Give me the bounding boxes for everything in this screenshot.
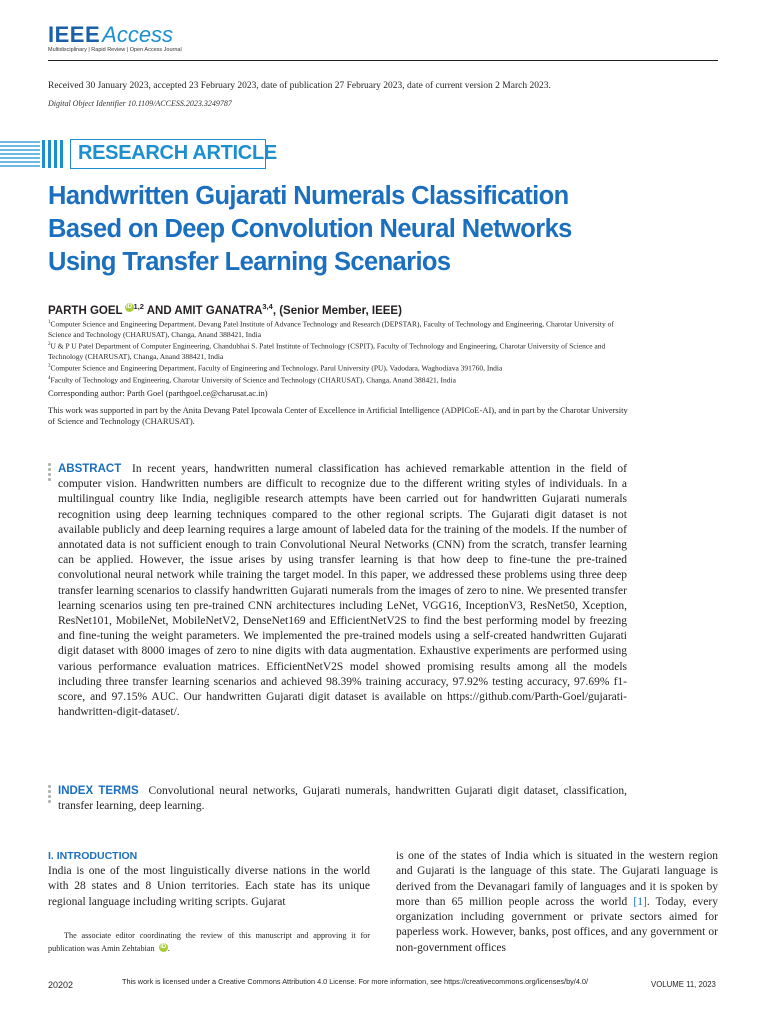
affiliation-marker: 1,2 bbox=[133, 302, 144, 311]
index-terms-text: Convolutional neural networks, Gujarati numerals, handwritten Gujarati digit dataset, classification, transfer learning, deep learning. bbox=[58, 785, 627, 813]
page-number: 20202 bbox=[48, 980, 74, 990]
author-connector: AND AMIT GANATRA bbox=[143, 304, 263, 317]
editor-footnote: The associate editor coordinating the review of this manuscript and approving it for publication was Amin Zehtabian iD . bbox=[48, 931, 370, 953]
index-terms-dots-icon bbox=[48, 785, 52, 805]
affiliation-item: $^4$Faculty of Technology and Engineering, Charotar University of Science and Technology (CHARUSAT), Changa, Anand 388421, India bbox=[48, 375, 456, 385]
publication-dates: Received 30 January 2023, accepted 23 February 2023, date of publication 27 February 2023, date of current version 2 March 2023. bbox=[48, 81, 551, 91]
title-line: Using Transfer Learning Scenarios bbox=[48, 248, 451, 276]
orcid-icon[interactable]: iD bbox=[160, 944, 167, 950]
abstract bbox=[58, 462, 627, 720]
volume-label: VOLUME 11, 2023 bbox=[651, 980, 716, 989]
corresponding-author: Corresponding author: Parth Goel (parthgoel.ce@charusat.ac.in) bbox=[48, 388, 268, 398]
body-column-left: India is one of the most linguistically diverse nations in the world with 28 states and 8 Union territories. Each state has its unique regional language including writing scripts. Gujarat bbox=[48, 865, 370, 908]
affiliation-item: $^1$Computer Science and Engineering Department, Devang Patel Institute of Advance Technology and Research (DEPSTAR), Faculty of Technology and Engineering, Charotar University of Science and Technology (CHARUSAT), Changa, Anand 388421, India bbox=[48, 319, 614, 339]
section-heading: I. INTRODUCTION bbox=[48, 850, 138, 862]
header-divider bbox=[48, 60, 718, 61]
banner-stripes-icon bbox=[0, 138, 68, 170]
affiliations bbox=[48, 318, 628, 386]
abstract-heading: ABSTRACT bbox=[58, 463, 122, 475]
journal-logo bbox=[48, 22, 173, 48]
citation-link[interactable]: [1] bbox=[633, 895, 647, 908]
journal-tagline: Multidisciplinary | Rapid Review | Open Access Journal bbox=[48, 47, 182, 53]
affiliation-item: $^2$U & P U Patel Department of Computer Engineering, Chandubhai S. Patel Institute of Technology (CSPIT), Faculty of Technology and Engineering, Charotar University of Science and Technology (CHARUSAT), Changa, Anand 388421, India bbox=[48, 341, 606, 361]
article-type-label: RESEARCH ARTICLE bbox=[78, 142, 277, 164]
orcid-icon[interactable]: iD bbox=[126, 304, 133, 310]
title-line: Handwritten Gujarati Numerals Classification bbox=[48, 182, 569, 210]
funding-note: This work was supported in part by the Anita Devang Patel Ipcowala Center of Excellence in Artificial Intelligence (ADPICoE-AI), and in part by the Charotar University of Science and Technology (CHARUSAT). bbox=[48, 405, 628, 426]
body-column-right: is one of the states of India which is situated in the western region and Gujarati is the language of this state. The Gujarati language is derived from the Devanagari family of languages and it is spoken by more than 65 million people across the world [1]. Today, every organization including government or private sectors aimed for paperless work. However, banks, post offices, and any government or non-government offices bbox=[396, 850, 718, 954]
doi: Digital Object Identifier 10.1109/ACCESS.2023.3249787 bbox=[48, 99, 232, 108]
title-line: Based on Deep Convolution Neural Networks bbox=[48, 215, 572, 243]
author-name: PARTH GOEL bbox=[48, 304, 123, 317]
abstract-dots-icon bbox=[48, 463, 52, 483]
affiliation-item: $^3$Computer Science and Engineering Department, Faculty of Engineering and Technology, Parul University (PU), Vadodara, Waghodiava 391760, India bbox=[48, 363, 503, 373]
license-note: This work is licensed under a Creative Commons Attribution 4.0 License. For more information, see https://creativecommons.org/licenses/by/4.0/ bbox=[122, 977, 588, 986]
logo-access: Access bbox=[102, 22, 174, 47]
logo-ieee: IEEE bbox=[48, 22, 101, 47]
index-terms bbox=[58, 784, 627, 814]
abstract-text: In recent years, handwritten numeral classification has achieved remarkable attention in the field of computer vision. Handwritten numbers are difficult to recognize due to the different writing styles of individuals. In a multilingual country like India, negligible research attempts have been carried out for handwritten Gujarati numerals recognition using deep learning techniques compared to the other regional scripts. The Gujarati digit dataset is not available publicly and deep learning requires a large amount of labeled data for the training of the models. If the number of annotated data is not sufficient enough to train Convolutional Neural Networks (CNN) from the scratch, transfer learning can be applied. However, the issue arises by using transfer learning is that how deep to fine-tune the pre-trained convolutional neural network while training the target model. In this paper, we addressed these problems using three deep transfer learning scenarios to classify handwritten Gujarati numerals from the images of zero to nine. We presented transfer learning scenarios using ten pre-trained CNN architectures including LeNet, VGG16, InceptionV3, ResNet50, Xception, ResNet101, MobileNet, MobileNetV2, DenseNet169 and EfficientNetV2S to find the best performing model by freezing and fine-tuning the weight parameters. We implemented the pre-trained models using a self-created handwritten Gujarati digit dataset with 8000 images of zero to nine digits with data augmentation. Exhaustive experiments are performed using various performance evaluation matrices. EfficientNetV2S model showed promising results among all the models including three transfer learning scenarios and achieved 98.39% training accuracy, 97.92% testing accuracy, 97.69% f1-score, and 97.15% AUC. Our handwritten Gujarati digit dataset is available on https://github.com/Parth-Goel/gujarati-handwritten-digit-dataset/. bbox=[58, 463, 627, 719]
paper-title bbox=[48, 180, 628, 279]
author-suffix: , (Senior Member, IEEE) bbox=[272, 304, 402, 317]
index-terms-heading: INDEX TERMS bbox=[58, 785, 139, 797]
affiliation-marker: 3,4 bbox=[262, 302, 273, 311]
author-list bbox=[48, 302, 402, 317]
